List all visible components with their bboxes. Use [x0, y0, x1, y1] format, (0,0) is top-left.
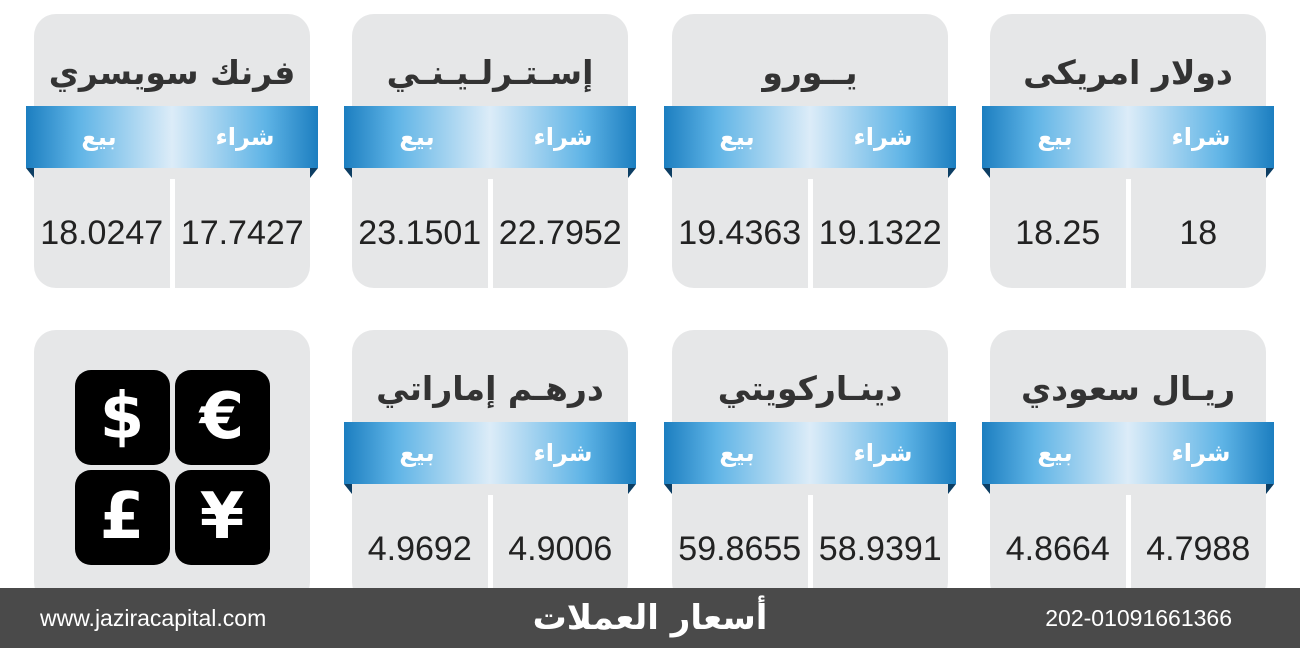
currency-name: فرنك سويسري [48, 52, 296, 92]
currency-card-chf [34, 14, 310, 288]
sell-price: 4.8664 [1005, 530, 1110, 568]
price-values [672, 179, 948, 288]
currency-card-gbp [352, 14, 628, 288]
price-header [344, 422, 636, 484]
buy-price: 4.9006 [508, 530, 613, 568]
pound-icon: £ [75, 470, 170, 565]
sell-label: بيع [719, 439, 755, 467]
euro-icon: € [175, 370, 270, 465]
buy-label: شراء [1171, 439, 1231, 467]
price-header [982, 422, 1274, 484]
currency-name: ريـال سعودي [1020, 368, 1236, 408]
sell-label: بيع [1037, 439, 1073, 467]
website-link[interactable]: www.jaziracapital.com [40, 604, 267, 631]
currency-card-aed [352, 330, 628, 604]
buy-price: 17.7427 [180, 214, 304, 252]
currency-symbols-card [34, 330, 310, 604]
sell-price: 4.9692 [367, 530, 472, 568]
buy-price: 22.7952 [498, 214, 622, 252]
currency-name: درهـم إماراتي [376, 368, 604, 408]
buy-price: 4.7988 [1146, 530, 1251, 568]
phone-number: 202-01091661366 [1045, 604, 1232, 631]
buy-price: 18 [1179, 214, 1218, 252]
currency-name: إسـتـرلـيـنـي [386, 52, 594, 92]
buy-price: 19.1322 [818, 214, 942, 252]
currency-card-sar [990, 330, 1266, 604]
currency-name: يــورو [762, 52, 858, 92]
sell-label: بيع [1037, 123, 1073, 151]
sell-label: بيع [399, 439, 435, 467]
sell-label: بيع [399, 123, 435, 151]
price-header [982, 106, 1274, 168]
buy-label: شراء [1171, 123, 1231, 151]
sell-label: بيع [719, 123, 755, 151]
price-header [664, 422, 956, 484]
buy-label: شراء [853, 123, 913, 151]
price-header [344, 106, 636, 168]
currency-card-eur [672, 14, 948, 288]
sell-price: 19.4363 [678, 214, 802, 252]
price-header [664, 106, 956, 168]
currency-name: دولار امريكى [1023, 52, 1233, 92]
page-title: أسعار العملات [532, 598, 768, 638]
price-values [990, 179, 1266, 288]
yen-icon: ¥ [175, 470, 270, 565]
dollar-icon: $ [75, 370, 170, 465]
price-values [352, 179, 628, 288]
currency-symbols-grid [75, 370, 270, 565]
buy-label: شراء [215, 123, 275, 151]
price-values [34, 179, 310, 288]
buy-price: 58.9391 [818, 530, 942, 568]
price-header [26, 106, 318, 168]
buy-label: شراء [533, 439, 593, 467]
sell-price: 59.8655 [678, 530, 802, 568]
sell-label: بيع [81, 123, 117, 151]
footer-bar [0, 588, 1300, 648]
sell-price: 18.25 [1015, 214, 1101, 252]
currency-name: دينـاركويتي [717, 368, 903, 408]
sell-price: 18.0247 [40, 214, 164, 252]
sell-price: 23.1501 [358, 214, 482, 252]
buy-label: شراء [853, 439, 913, 467]
currency-card-kwd [672, 330, 948, 604]
currency-card-usd [990, 14, 1266, 288]
buy-label: شراء [533, 123, 593, 151]
